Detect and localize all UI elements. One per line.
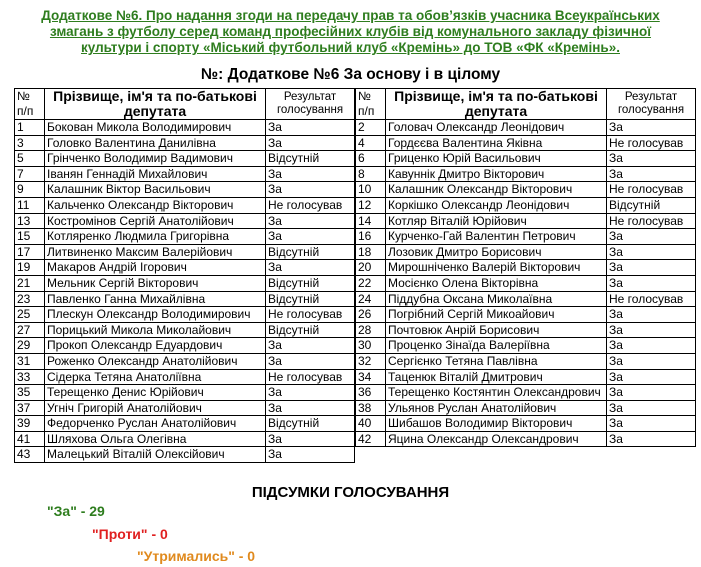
deputy-name: Головач Олександр Леонідович [386,120,607,136]
table-row [356,120,696,136]
deputy-name: Піддубна Оксана Миколаївна [386,291,607,307]
deputy-name: Малецький Віталій Олексійович [45,447,266,463]
table-row [356,135,696,151]
vote-result: За [607,166,696,182]
table-row [15,120,355,136]
deputy-name: Шляхова Ольга Олегівна [45,431,266,447]
vote-result: Не голосував [607,291,696,307]
column-header-result: Результат голосування [607,89,696,120]
table-row [356,197,696,213]
table-row [15,385,355,401]
column-header-result: Результат голосування [266,89,355,120]
row-number: 21 [15,275,45,291]
row-number: 17 [15,244,45,260]
deputy-name: Котляр Віталій Юрійович [386,213,607,229]
table-row [15,151,355,167]
deputy-name: Мирошніченко Валерій Вікторович [386,260,607,276]
vote-result: За [266,213,355,229]
table-row [356,229,696,245]
table-row [15,353,355,369]
table-row [356,260,696,276]
vote-result: За [266,385,355,401]
row-number: 34 [356,369,386,385]
vote-result: За [266,353,355,369]
deputy-name: Гордєєва Валентина Яківна [386,135,607,151]
row-number: 40 [356,416,386,432]
deputy-name: Котляренко Людмила Григорівна [45,229,266,245]
row-number: 35 [15,385,45,401]
vote-result: За [607,338,696,354]
table-row [356,322,696,338]
deputy-name: Костромінов Сергій Анатолійович [45,213,266,229]
table-row [356,291,696,307]
vote-result: Не голосував [607,135,696,151]
row-number: 5 [15,151,45,167]
row-number: 14 [356,213,386,229]
row-number: 42 [356,431,386,447]
vote-result: За [607,275,696,291]
vote-result: Відсутній [266,416,355,432]
vote-result: За [266,135,355,151]
row-number: 4 [356,135,386,151]
vote-result: За [266,338,355,354]
row-number: 16 [356,229,386,245]
vote-result: За [607,431,696,447]
deputy-name: Литвиненко Максим Валерійович [45,244,266,260]
vote-result: Не голосував [266,307,355,323]
row-number: 1 [15,120,45,136]
row-number: 2 [356,120,386,136]
table-row [15,447,355,463]
deputy-name: Сідерка Тетяна Анатоліївна [45,369,266,385]
row-number: 13 [15,213,45,229]
table-row [356,431,696,447]
row-number: 38 [356,400,386,416]
column-header-name: Прізвище, ім'я та по-батькові депутата [386,89,607,120]
table-row [356,275,696,291]
table-row [356,338,696,354]
deputy-name: Курченко-Гай Валентин Петрович [386,229,607,245]
table-row [15,229,355,245]
column-header-number: № п/п [15,89,45,120]
heading-line-3: культури і спорту «Міський футбольний клуб «Кремінь» до ТОВ «ФК «Кремінь». [81,40,620,55]
deputy-name: Бокован Микола Володимирович [45,120,266,136]
deputy-name: Федорченко Руслан Анатолійович [45,416,266,432]
heading-line-2: змагань з футболу серед команд професійних клубів від комунального закладу фізичної [49,24,652,39]
table-row [15,369,355,385]
deputy-name: Погрібний Сергій Микоайович [386,307,607,323]
summary-for-count: "За" - 29 [47,503,105,519]
deputy-name: Мосієнко Олена Вікторівна [386,275,607,291]
vote-result: За [607,260,696,276]
vote-result: За [266,447,355,463]
deputy-name: Калашник Олександр Вікторович [386,182,607,198]
row-number: 26 [356,307,386,323]
deputy-name: Калашник Віктор Васильович [45,182,266,198]
vote-result: За [607,353,696,369]
table-row [15,244,355,260]
deputy-name: Яцина Олександр Олександрович [386,431,607,447]
row-number: 31 [15,353,45,369]
row-number: 23 [15,291,45,307]
row-number: 22 [356,275,386,291]
row-number: 27 [15,322,45,338]
table-row [15,400,355,416]
deputy-name: Порицький Микола Миколайович [45,322,266,338]
vote-result: За [607,120,696,136]
deputy-name: Проценко Зінаїда Валеріївна [386,338,607,354]
row-number: 11 [15,197,45,213]
row-number: 25 [15,307,45,323]
row-number: 3 [15,135,45,151]
row-number: 6 [356,151,386,167]
table-row [356,244,696,260]
deputy-name: Кавуннік Дмитро Вікторович [386,166,607,182]
deputy-name: Лозовик Дмитро Борисович [386,244,607,260]
table-row [356,213,696,229]
deputy-name: Прокоп Олександр Едуардович [45,338,266,354]
vote-result: За [607,400,696,416]
vote-result: За [266,431,355,447]
row-number: 41 [15,431,45,447]
vote-result: Відсутній [266,244,355,260]
table-row [15,338,355,354]
row-number: 32 [356,353,386,369]
table-row [356,353,696,369]
row-number: 24 [356,291,386,307]
deputy-name: Коркішко Олександр Леонідович [386,197,607,213]
deputy-name: Сергієнко Тетяна Павлівна [386,353,607,369]
deputy-name: Макаров Андрій Ігорович [45,260,266,276]
table-row [356,369,696,385]
table-row [15,416,355,432]
row-number: 19 [15,260,45,276]
row-number: 20 [356,260,386,276]
table-row [356,307,696,323]
vote-result: За [607,385,696,401]
table-row [356,151,696,167]
deputy-name: Почтовюк Анрій Борисович [386,322,607,338]
table-row [15,166,355,182]
vote-result: За [607,229,696,245]
deputy-name: Терещенко Костянтин Олександрович [386,385,607,401]
deputy-name: Роженко Олександр Анатолійович [45,353,266,369]
column-header-name: Прізвище, ім'я та по-батькові депутата [45,89,266,120]
vote-result: За [607,369,696,385]
vote-result: За [266,120,355,136]
row-number: 37 [15,400,45,416]
vote-result: Не голосував [266,369,355,385]
vote-subtitle: №: Додаткове №6 За основу і в цілому [200,66,501,83]
vote-result: Відсутній [266,151,355,167]
table-row [15,275,355,291]
vote-result: Відсутній [266,291,355,307]
document-heading [0,8,701,56]
votes-table-left [14,88,355,463]
table-row [356,166,696,182]
column-header-number: № п/п [356,89,386,120]
deputy-name: Шибашов Володимир Вікторович [386,416,607,432]
table-row [356,385,696,401]
row-number: 33 [15,369,45,385]
vote-result: За [607,244,696,260]
row-number: 36 [356,385,386,401]
summary-abstain-count: "Утримались" - 0 [137,548,256,564]
row-number: 10 [356,182,386,198]
table-row [356,182,696,198]
row-number: 39 [15,416,45,432]
row-number: 8 [356,166,386,182]
vote-result: За [607,307,696,323]
vote-result: За [266,166,355,182]
deputy-name: Гриценко Юрій Васильович [386,151,607,167]
vote-result: За [607,322,696,338]
deputy-name: Головко Валентина Данилівна [45,135,266,151]
vote-result: Не голосував [266,197,355,213]
row-number: 29 [15,338,45,354]
row-number: 18 [356,244,386,260]
deputy-name: Павленко Ганна Михайлівна [45,291,266,307]
table-row [15,307,355,323]
table-row [15,197,355,213]
row-number: 9 [15,182,45,198]
heading-line-1: Додаткове №6. Про надання згоди на передачу прав та обов’язків учасника Всеукраїнських [41,8,660,23]
deputy-name: Мельник Сергій Вікторович [45,275,266,291]
table-row [15,260,355,276]
vote-result: За [266,229,355,245]
table-row [356,416,696,432]
table-row [15,431,355,447]
vote-result: Відсутній [266,275,355,291]
deputy-name: Плескун Олександр Володимирович [45,307,266,323]
deputy-name: Грінченко Володимир Вадимович [45,151,266,167]
vote-result: За [607,416,696,432]
vote-result: За [607,151,696,167]
row-number: 30 [356,338,386,354]
row-number: 15 [15,229,45,245]
deputy-name: Таценюк Віталій Дмитрович [386,369,607,385]
table-row [15,291,355,307]
row-number: 7 [15,166,45,182]
summary-title: ПІДСУМКИ ГОЛОСУВАННЯ [251,484,450,501]
table-row [15,135,355,151]
table-row [356,400,696,416]
summary-against-count: "Проти" - 0 [92,526,168,542]
row-number: 28 [356,322,386,338]
deputy-name: Угніч Григорій Анатолійович [45,400,266,416]
vote-result: Відсутній [266,322,355,338]
table-header-row [15,89,355,120]
table-header-row [356,89,696,120]
row-number: 12 [356,197,386,213]
row-number: 43 [15,447,45,463]
vote-result: Не голосував [607,182,696,198]
vote-result: Відсутній [607,197,696,213]
deputy-name: Кальченко Олександр Вікторович [45,197,266,213]
table-row [15,182,355,198]
deputy-name: Терещенко Денис Юрійович [45,385,266,401]
vote-result: Не голосував [607,213,696,229]
table-row [15,322,355,338]
table-row [15,213,355,229]
deputy-name: Іванян Геннадій Михайлович [45,166,266,182]
deputy-name: Ульянов Руслан Анатолійович [386,400,607,416]
vote-result: За [266,400,355,416]
votes-table-right [355,88,696,447]
vote-result: За [266,260,355,276]
vote-result: За [266,182,355,198]
